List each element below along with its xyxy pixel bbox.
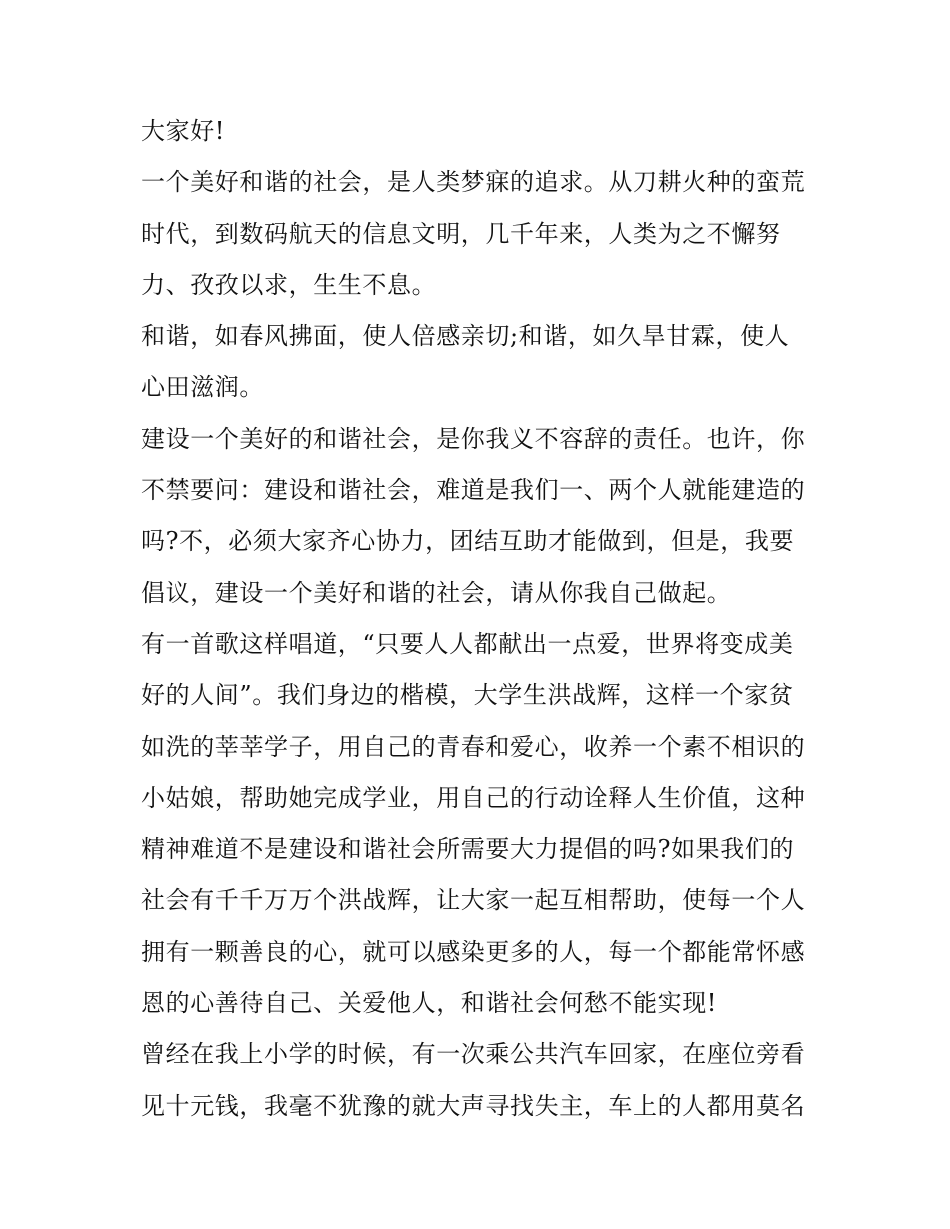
text-line: 好的人间”。我们身边的楷模，大学生洪战辉，这样一个家贫 [141, 681, 794, 710]
text-line: 大家好! [141, 117, 226, 145]
text-line: 小姑娘，帮助她完成学业，用自己的行动诠释人生价值，这种 [141, 783, 806, 812]
text-line: 倡议，建设一个美好和谐的社会，请从你我自己做起。 [141, 578, 732, 607]
text-line: 恩的心善待自己、关爱他人，和谐社会何愁不能实现! [141, 989, 718, 1018]
text-line: 曾经在我上小学的时候，有一次乘公共汽车回家，在座位旁看 [141, 1040, 806, 1069]
text-line: 见十元钱，我毫不犹豫的就大声寻找失主，车上的人都用莫名 [141, 1091, 806, 1120]
text-line: 一个美好和谐的社会，是人类梦寐的追求。从刀耕火种的蛮荒 [141, 168, 806, 197]
text-line: 吗?不，必须大家齐心协力，团结互助才能做到，但是，我要 [141, 527, 795, 556]
text-line: 不禁要问：建设和谐社会，难道是我们一、两个人就能建造的 [141, 476, 806, 505]
text-line: 建设一个美好的和谐社会，是你我义不容辞的责任。也许，你 [141, 424, 806, 453]
text-line: 和谐，如春风拂面，使人倍感亲切;和谐，如久旱甘霖，使人 [141, 322, 790, 351]
text-line: 拥有一颗善良的心，就可以感染更多的人，每一个都能常怀感 [141, 937, 806, 966]
text-line: 力、孜孜以求，生生不息。 [141, 270, 437, 299]
text-line: 心田滋润。 [141, 373, 264, 402]
text-line: 如洗的莘莘学子，用自己的青春和爱心，收养一个素不相识的 [141, 732, 806, 761]
text-line: 时代，到数码航天的信息文明，几千年来，人类为之不懈努 [141, 219, 781, 248]
text-line: 精神难道不是建设和谐社会所需要大力提倡的吗?如果我们的 [141, 835, 795, 864]
text-line: 社会有千千万万个洪战辉，让大家一起互相帮助，使每一个人 [141, 886, 806, 915]
document-body [141, 106, 821, 1132]
text-line: 有一首歌这样唱道，“只要人人都献出一点爱，世界将变成美 [141, 629, 794, 658]
